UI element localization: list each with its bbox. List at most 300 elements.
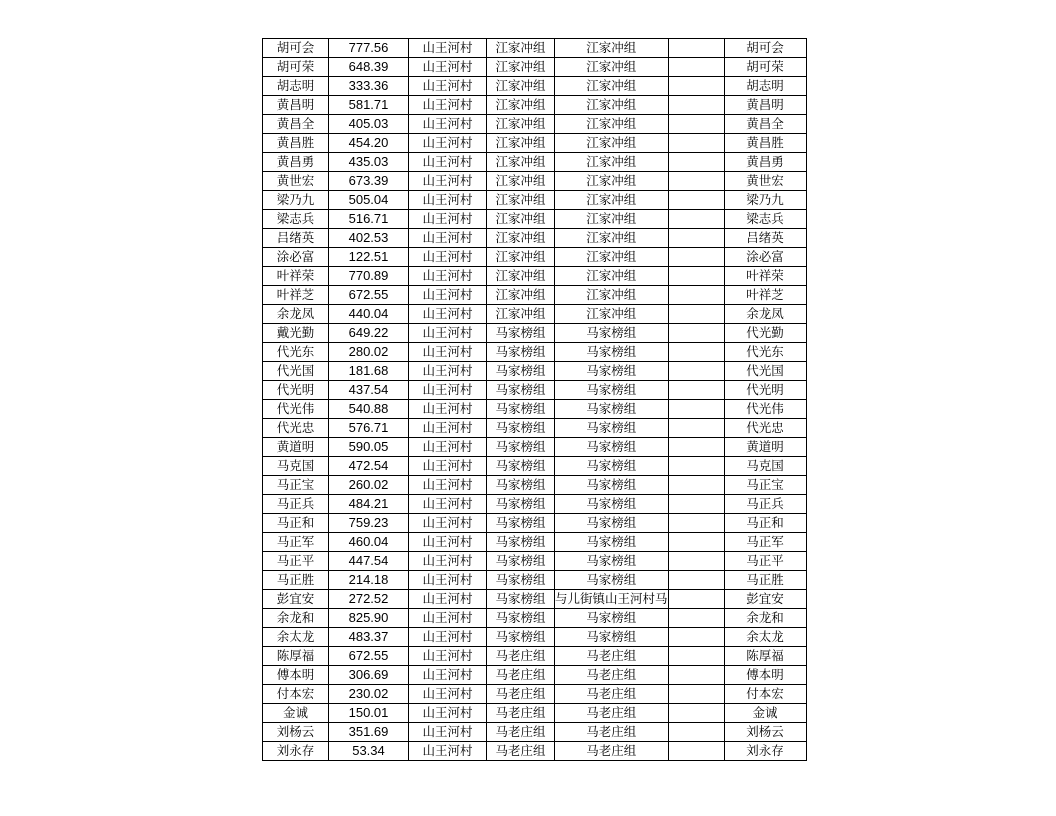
table-row xyxy=(263,115,807,134)
village-cell: 山王河村 xyxy=(409,77,487,96)
address-cell: 江家冲组 xyxy=(555,191,669,210)
address-cell: 马家榜组 xyxy=(555,476,669,495)
name-cell: 刘杨云 xyxy=(263,723,329,742)
name-cell: 刘永存 xyxy=(263,742,329,761)
village-cell: 山王河村 xyxy=(409,742,487,761)
village-cell: 山王河村 xyxy=(409,723,487,742)
name-cell: 黄道明 xyxy=(263,438,329,457)
group-cell: 马老庄组 xyxy=(487,742,555,761)
group-cell: 江家冲组 xyxy=(487,210,555,229)
amount-cell: 260.02 xyxy=(329,476,409,495)
amount-cell: 483.37 xyxy=(329,628,409,647)
address-cell: 马家榜组 xyxy=(555,362,669,381)
address-cell: 江家冲组 xyxy=(555,172,669,191)
address-cell: 马老庄组 xyxy=(555,685,669,704)
address-cell: 马家榜组 xyxy=(555,571,669,590)
village-cell: 山王河村 xyxy=(409,419,487,438)
table-row xyxy=(263,590,807,609)
village-cell: 山王河村 xyxy=(409,305,487,324)
group-cell: 江家冲组 xyxy=(487,267,555,286)
payee-name-cell: 马正兵 xyxy=(724,495,806,514)
address-cell: 江家冲组 xyxy=(555,153,669,172)
blank-cell xyxy=(668,685,724,704)
table-row xyxy=(263,343,807,362)
payee-name-cell: 马正军 xyxy=(724,533,806,552)
group-cell: 马家榜组 xyxy=(487,533,555,552)
name-cell: 马正和 xyxy=(263,514,329,533)
payee-name-cell: 吕绪英 xyxy=(724,229,806,248)
name-cell: 胡可荣 xyxy=(263,58,329,77)
amount-cell: 333.36 xyxy=(329,77,409,96)
group-cell: 马家榜组 xyxy=(487,457,555,476)
name-cell: 余龙和 xyxy=(263,609,329,628)
table-row xyxy=(263,514,807,533)
blank-cell xyxy=(668,115,724,134)
address-cell: 马老庄组 xyxy=(555,704,669,723)
payee-name-cell: 梁志兵 xyxy=(724,210,806,229)
group-cell: 江家冲组 xyxy=(487,115,555,134)
group-cell: 江家冲组 xyxy=(487,134,555,153)
blank-cell xyxy=(668,229,724,248)
data-table xyxy=(262,38,807,761)
group-cell: 马家榜组 xyxy=(487,514,555,533)
village-cell: 山王河村 xyxy=(409,590,487,609)
address-cell: 江家冲组 xyxy=(555,115,669,134)
village-cell: 山王河村 xyxy=(409,628,487,647)
name-cell: 彭宜安 xyxy=(263,590,329,609)
address-cell: 马家榜组 xyxy=(555,514,669,533)
blank-cell xyxy=(668,172,724,191)
village-cell: 山王河村 xyxy=(409,248,487,267)
payee-name-cell: 马克国 xyxy=(724,457,806,476)
address-cell: 马家榜组 xyxy=(555,552,669,571)
blank-cell xyxy=(668,39,724,58)
group-cell: 江家冲组 xyxy=(487,229,555,248)
blank-cell xyxy=(668,210,724,229)
address-cell: 江家冲组 xyxy=(555,305,669,324)
payee-name-cell: 胡可荣 xyxy=(724,58,806,77)
payee-name-cell: 金诚 xyxy=(724,704,806,723)
table-row xyxy=(263,457,807,476)
blank-cell xyxy=(668,419,724,438)
village-cell: 山王河村 xyxy=(409,343,487,362)
village-cell: 山王河村 xyxy=(409,533,487,552)
amount-cell: 405.03 xyxy=(329,115,409,134)
group-cell: 江家冲组 xyxy=(487,248,555,267)
payee-name-cell: 代光国 xyxy=(724,362,806,381)
amount-cell: 576.71 xyxy=(329,419,409,438)
amount-cell: 447.54 xyxy=(329,552,409,571)
name-cell: 叶祥荣 xyxy=(263,267,329,286)
address-cell: 马老庄组 xyxy=(555,647,669,666)
village-cell: 山王河村 xyxy=(409,229,487,248)
amount-cell: 777.56 xyxy=(329,39,409,58)
address-cell: 江家冲组 xyxy=(555,267,669,286)
amount-cell: 472.54 xyxy=(329,457,409,476)
amount-cell: 122.51 xyxy=(329,248,409,267)
name-cell: 代光忠 xyxy=(263,419,329,438)
name-cell: 梁志兵 xyxy=(263,210,329,229)
name-cell: 黄昌胜 xyxy=(263,134,329,153)
blank-cell xyxy=(668,324,724,343)
village-cell: 山王河村 xyxy=(409,210,487,229)
group-cell: 江家冲组 xyxy=(487,172,555,191)
amount-cell: 435.03 xyxy=(329,153,409,172)
group-cell: 马家榜组 xyxy=(487,495,555,514)
address-cell: 与儿街镇山王河村马 xyxy=(555,590,669,609)
table-row xyxy=(263,400,807,419)
table-row xyxy=(263,134,807,153)
address-cell: 马家榜组 xyxy=(555,628,669,647)
blank-cell xyxy=(668,704,724,723)
group-cell: 江家冲组 xyxy=(487,58,555,77)
amount-cell: 150.01 xyxy=(329,704,409,723)
amount-cell: 590.05 xyxy=(329,438,409,457)
amount-cell: 648.39 xyxy=(329,58,409,77)
address-cell: 马老庄组 xyxy=(555,723,669,742)
village-cell: 山王河村 xyxy=(409,514,487,533)
amount-cell: 505.04 xyxy=(329,191,409,210)
amount-cell: 825.90 xyxy=(329,609,409,628)
payee-name-cell: 刘永存 xyxy=(724,742,806,761)
amount-cell: 181.68 xyxy=(329,362,409,381)
blank-cell xyxy=(668,191,724,210)
group-cell: 马老庄组 xyxy=(487,666,555,685)
name-cell: 胡可会 xyxy=(263,39,329,58)
group-cell: 马家榜组 xyxy=(487,609,555,628)
village-cell: 山王河村 xyxy=(409,362,487,381)
name-cell: 马正胜 xyxy=(263,571,329,590)
group-cell: 马家榜组 xyxy=(487,381,555,400)
group-cell: 马老庄组 xyxy=(487,704,555,723)
payee-name-cell: 胡可会 xyxy=(724,39,806,58)
village-cell: 山王河村 xyxy=(409,552,487,571)
amount-cell: 649.22 xyxy=(329,324,409,343)
name-cell: 黄昌全 xyxy=(263,115,329,134)
payee-name-cell: 梁乃九 xyxy=(724,191,806,210)
name-cell: 戴光勤 xyxy=(263,324,329,343)
address-cell: 马家榜组 xyxy=(555,438,669,457)
table-row xyxy=(263,324,807,343)
amount-cell: 484.21 xyxy=(329,495,409,514)
table-row xyxy=(263,666,807,685)
table-row xyxy=(263,172,807,191)
village-cell: 山王河村 xyxy=(409,685,487,704)
payee-name-cell: 代光忠 xyxy=(724,419,806,438)
name-cell: 涂必富 xyxy=(263,248,329,267)
village-cell: 山王河村 xyxy=(409,400,487,419)
payee-name-cell: 马正胜 xyxy=(724,571,806,590)
group-cell: 马家榜组 xyxy=(487,628,555,647)
name-cell: 吕绪英 xyxy=(263,229,329,248)
table-row xyxy=(263,628,807,647)
blank-cell xyxy=(668,134,724,153)
table-row xyxy=(263,495,807,514)
blank-cell xyxy=(668,647,724,666)
address-cell: 江家冲组 xyxy=(555,134,669,153)
payee-name-cell: 余龙和 xyxy=(724,609,806,628)
group-cell: 马老庄组 xyxy=(487,647,555,666)
address-cell: 马老庄组 xyxy=(555,666,669,685)
group-cell: 马老庄组 xyxy=(487,723,555,742)
amount-cell: 672.55 xyxy=(329,647,409,666)
table-row xyxy=(263,704,807,723)
payee-name-cell: 马正平 xyxy=(724,552,806,571)
blank-cell xyxy=(668,438,724,457)
group-cell: 江家冲组 xyxy=(487,77,555,96)
name-cell: 傅本明 xyxy=(263,666,329,685)
village-cell: 山王河村 xyxy=(409,39,487,58)
table-row xyxy=(263,362,807,381)
amount-cell: 351.69 xyxy=(329,723,409,742)
village-cell: 山王河村 xyxy=(409,267,487,286)
address-cell: 马家榜组 xyxy=(555,419,669,438)
payee-name-cell: 黄世宏 xyxy=(724,172,806,191)
table-row xyxy=(263,58,807,77)
payee-name-cell: 黄昌勇 xyxy=(724,153,806,172)
blank-cell xyxy=(668,552,724,571)
table-row xyxy=(263,533,807,552)
address-cell: 马老庄组 xyxy=(555,742,669,761)
group-cell: 马家榜组 xyxy=(487,324,555,343)
payee-name-cell: 黄昌胜 xyxy=(724,134,806,153)
amount-cell: 402.53 xyxy=(329,229,409,248)
blank-cell xyxy=(668,305,724,324)
blank-cell xyxy=(668,248,724,267)
address-cell: 马家榜组 xyxy=(555,324,669,343)
amount-cell: 214.18 xyxy=(329,571,409,590)
address-cell: 马家榜组 xyxy=(555,343,669,362)
table-row xyxy=(263,267,807,286)
group-cell: 马家榜组 xyxy=(487,571,555,590)
name-cell: 叶祥芝 xyxy=(263,286,329,305)
village-cell: 山王河村 xyxy=(409,115,487,134)
payee-name-cell: 代光东 xyxy=(724,343,806,362)
payee-name-cell: 代光伟 xyxy=(724,400,806,419)
name-cell: 马正宝 xyxy=(263,476,329,495)
table-row xyxy=(263,39,807,58)
payee-name-cell: 叶祥荣 xyxy=(724,267,806,286)
blank-cell xyxy=(668,362,724,381)
blank-cell xyxy=(668,514,724,533)
name-cell: 马克国 xyxy=(263,457,329,476)
address-cell: 江家冲组 xyxy=(555,39,669,58)
table-row xyxy=(263,248,807,267)
village-cell: 山王河村 xyxy=(409,571,487,590)
payee-name-cell: 黄昌明 xyxy=(724,96,806,115)
table-row xyxy=(263,229,807,248)
name-cell: 黄昌明 xyxy=(263,96,329,115)
name-cell: 黄昌勇 xyxy=(263,153,329,172)
group-cell: 江家冲组 xyxy=(487,96,555,115)
name-cell: 余太龙 xyxy=(263,628,329,647)
amount-cell: 437.54 xyxy=(329,381,409,400)
amount-cell: 230.02 xyxy=(329,685,409,704)
name-cell: 代光东 xyxy=(263,343,329,362)
amount-cell: 280.02 xyxy=(329,343,409,362)
name-cell: 马正平 xyxy=(263,552,329,571)
blank-cell xyxy=(668,343,724,362)
address-cell: 马家榜组 xyxy=(555,495,669,514)
amount-cell: 53.34 xyxy=(329,742,409,761)
name-cell: 梁乃九 xyxy=(263,191,329,210)
blank-cell xyxy=(668,267,724,286)
table-row xyxy=(263,742,807,761)
village-cell: 山王河村 xyxy=(409,134,487,153)
village-cell: 山王河村 xyxy=(409,153,487,172)
address-cell: 马家榜组 xyxy=(555,609,669,628)
address-cell: 江家冲组 xyxy=(555,210,669,229)
village-cell: 山王河村 xyxy=(409,324,487,343)
name-cell: 金诚 xyxy=(263,704,329,723)
payee-name-cell: 代光明 xyxy=(724,381,806,400)
address-cell: 江家冲组 xyxy=(555,96,669,115)
table-row xyxy=(263,571,807,590)
group-cell: 马家榜组 xyxy=(487,552,555,571)
name-cell: 代光国 xyxy=(263,362,329,381)
address-cell: 江家冲组 xyxy=(555,229,669,248)
group-cell: 江家冲组 xyxy=(487,286,555,305)
table-row xyxy=(263,476,807,495)
amount-cell: 759.23 xyxy=(329,514,409,533)
address-cell: 江家冲组 xyxy=(555,286,669,305)
payee-name-cell: 刘杨云 xyxy=(724,723,806,742)
name-cell: 余龙凤 xyxy=(263,305,329,324)
group-cell: 江家冲组 xyxy=(487,191,555,210)
village-cell: 山王河村 xyxy=(409,457,487,476)
group-cell: 马家榜组 xyxy=(487,419,555,438)
payee-name-cell: 代光勤 xyxy=(724,324,806,343)
payee-name-cell: 涂必富 xyxy=(724,248,806,267)
payee-name-cell: 马正和 xyxy=(724,514,806,533)
village-cell: 山王河村 xyxy=(409,172,487,191)
village-cell: 山王河村 xyxy=(409,438,487,457)
amount-cell: 540.88 xyxy=(329,400,409,419)
village-cell: 山王河村 xyxy=(409,58,487,77)
group-cell: 马家榜组 xyxy=(487,590,555,609)
payee-name-cell: 余龙凤 xyxy=(724,305,806,324)
blank-cell xyxy=(668,742,724,761)
amount-cell: 272.52 xyxy=(329,590,409,609)
amount-cell: 581.71 xyxy=(329,96,409,115)
group-cell: 马家榜组 xyxy=(487,400,555,419)
table-row xyxy=(263,419,807,438)
payee-name-cell: 胡志明 xyxy=(724,77,806,96)
blank-cell xyxy=(668,666,724,685)
village-cell: 山王河村 xyxy=(409,286,487,305)
name-cell: 马正兵 xyxy=(263,495,329,514)
group-cell: 马家榜组 xyxy=(487,343,555,362)
village-cell: 山王河村 xyxy=(409,666,487,685)
group-cell: 马老庄组 xyxy=(487,685,555,704)
village-cell: 山王河村 xyxy=(409,96,487,115)
group-cell: 江家冲组 xyxy=(487,305,555,324)
payee-name-cell: 余太龙 xyxy=(724,628,806,647)
village-cell: 山王河村 xyxy=(409,476,487,495)
blank-cell xyxy=(668,533,724,552)
village-cell: 山王河村 xyxy=(409,495,487,514)
blank-cell xyxy=(668,723,724,742)
table-row xyxy=(263,685,807,704)
table-row xyxy=(263,96,807,115)
blank-cell xyxy=(668,628,724,647)
payee-name-cell: 马正宝 xyxy=(724,476,806,495)
blank-cell xyxy=(668,96,724,115)
table-row xyxy=(263,210,807,229)
blank-cell xyxy=(668,400,724,419)
blank-cell xyxy=(668,495,724,514)
blank-cell xyxy=(668,571,724,590)
address-cell: 江家冲组 xyxy=(555,248,669,267)
blank-cell xyxy=(668,286,724,305)
table-row xyxy=(263,723,807,742)
address-cell: 马家榜组 xyxy=(555,533,669,552)
name-cell: 胡志明 xyxy=(263,77,329,96)
table-row xyxy=(263,609,807,628)
name-cell: 代光明 xyxy=(263,381,329,400)
amount-cell: 672.55 xyxy=(329,286,409,305)
amount-cell: 440.04 xyxy=(329,305,409,324)
name-cell: 代光伟 xyxy=(263,400,329,419)
address-cell: 江家冲组 xyxy=(555,58,669,77)
payee-name-cell: 黄昌全 xyxy=(724,115,806,134)
blank-cell xyxy=(668,609,724,628)
name-cell: 黄世宏 xyxy=(263,172,329,191)
table-row xyxy=(263,647,807,666)
blank-cell xyxy=(668,457,724,476)
blank-cell xyxy=(668,153,724,172)
blank-cell xyxy=(668,590,724,609)
blank-cell xyxy=(668,77,724,96)
payee-name-cell: 陈厚福 xyxy=(724,647,806,666)
name-cell: 马正军 xyxy=(263,533,329,552)
table-row xyxy=(263,77,807,96)
table-row xyxy=(263,191,807,210)
blank-cell xyxy=(668,476,724,495)
group-cell: 马家榜组 xyxy=(487,438,555,457)
payee-name-cell: 彭宜安 xyxy=(724,590,806,609)
amount-cell: 460.04 xyxy=(329,533,409,552)
village-cell: 山王河村 xyxy=(409,647,487,666)
payee-name-cell: 叶祥芝 xyxy=(724,286,806,305)
village-cell: 山王河村 xyxy=(409,704,487,723)
group-cell: 马家榜组 xyxy=(487,476,555,495)
table-row xyxy=(263,438,807,457)
address-cell: 马家榜组 xyxy=(555,381,669,400)
table-row xyxy=(263,305,807,324)
table-row xyxy=(263,552,807,571)
payee-name-cell: 黄道明 xyxy=(724,438,806,457)
blank-cell xyxy=(668,381,724,400)
name-cell: 陈厚福 xyxy=(263,647,329,666)
blank-cell xyxy=(668,58,724,77)
table-row xyxy=(263,381,807,400)
group-cell: 江家冲组 xyxy=(487,39,555,58)
village-cell: 山王河村 xyxy=(409,381,487,400)
group-cell: 马家榜组 xyxy=(487,362,555,381)
name-cell: 付本宏 xyxy=(263,685,329,704)
amount-cell: 306.69 xyxy=(329,666,409,685)
village-cell: 山王河村 xyxy=(409,609,487,628)
payee-name-cell: 傅本明 xyxy=(724,666,806,685)
group-cell: 江家冲组 xyxy=(487,153,555,172)
village-cell: 山王河村 xyxy=(409,191,487,210)
address-cell: 马家榜组 xyxy=(555,457,669,476)
amount-cell: 454.20 xyxy=(329,134,409,153)
address-cell: 马家榜组 xyxy=(555,400,669,419)
amount-cell: 770.89 xyxy=(329,267,409,286)
amount-cell: 516.71 xyxy=(329,210,409,229)
